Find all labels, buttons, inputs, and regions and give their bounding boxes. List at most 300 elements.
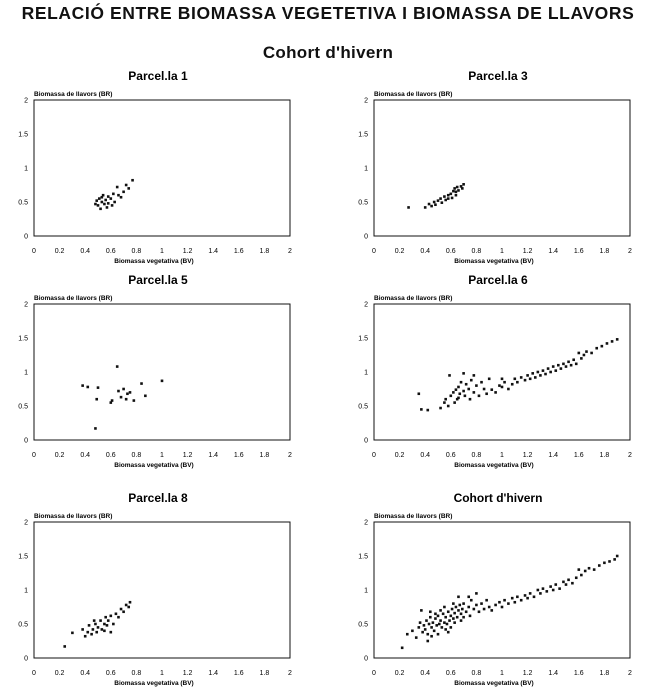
x-tick-label: 0.2	[394, 452, 405, 459]
data-point	[453, 187, 456, 190]
data-point	[458, 392, 461, 395]
data-point	[470, 379, 473, 382]
data-point	[524, 379, 527, 382]
data-point	[441, 201, 444, 204]
data-point	[501, 606, 504, 609]
x-tick-label: 1.2	[522, 452, 533, 459]
data-point	[578, 568, 581, 571]
x-tick-label: 0.6	[445, 248, 456, 255]
data-point	[475, 604, 478, 607]
data-point	[453, 612, 456, 615]
y-tick-label: 1	[24, 587, 28, 595]
data-point	[126, 392, 129, 395]
x-tick-label: 0	[32, 248, 36, 255]
chart-title: Parcel.la 1	[128, 69, 188, 83]
data-point	[433, 201, 436, 204]
data-point	[107, 202, 110, 205]
data-point	[435, 624, 438, 627]
data-point	[112, 193, 115, 196]
data-point	[428, 203, 431, 206]
data-point	[575, 576, 578, 579]
data-point	[613, 558, 616, 561]
data-point	[103, 623, 106, 626]
y-tick-label: 1	[364, 369, 368, 377]
x-tick-label: 1.2	[522, 248, 533, 255]
x-tick-label: 1.6	[573, 670, 584, 677]
data-point	[446, 623, 449, 626]
x-tick-label: 1.6	[233, 248, 244, 255]
data-point	[590, 352, 593, 355]
data-point	[580, 574, 583, 577]
plot-frame	[34, 304, 290, 440]
data-point	[107, 619, 110, 622]
data-point	[101, 196, 104, 199]
data-point	[554, 583, 557, 586]
data-point	[616, 338, 619, 341]
y-tick-label: 1.5	[18, 131, 28, 139]
data-point	[503, 381, 506, 384]
data-point	[441, 626, 444, 629]
data-point	[120, 396, 123, 399]
data-point	[462, 183, 465, 186]
data-point	[498, 384, 501, 387]
data-point	[104, 616, 107, 619]
data-point	[457, 386, 460, 389]
data-point	[501, 386, 504, 389]
data-point	[537, 589, 540, 592]
data-point	[460, 381, 463, 384]
x-tick-label: 1.4	[208, 670, 219, 677]
data-point	[567, 579, 570, 582]
y-axis-label: Biomassa de llavors (BR)	[34, 513, 113, 520]
data-point	[411, 630, 414, 633]
scatter-plot	[0, 272, 330, 472]
data-point	[111, 399, 114, 402]
data-point	[461, 608, 464, 611]
plot-frame	[374, 304, 630, 440]
scatter-plot	[340, 490, 656, 690]
plot-frame	[374, 100, 630, 236]
x-tick-label: 1.8	[259, 248, 270, 255]
x-tick-label: 0.4	[420, 248, 431, 255]
data-point	[81, 384, 84, 387]
data-point	[529, 378, 532, 381]
y-tick-label: 1	[24, 165, 28, 173]
data-point	[94, 203, 97, 206]
data-point	[467, 596, 470, 599]
x-tick-label: 1	[500, 248, 504, 255]
chart-cohort-hivern	[340, 490, 656, 690]
y-tick-label: 1	[24, 369, 28, 377]
data-point	[439, 609, 442, 612]
y-tick-label: 2	[24, 301, 28, 309]
x-tick-label: 2	[288, 452, 292, 459]
x-tick-label: 2	[628, 670, 632, 677]
x-tick-label: 2	[288, 248, 292, 255]
data-point	[122, 388, 125, 391]
data-point	[611, 340, 614, 343]
x-tick-label: 1.2	[182, 670, 193, 677]
data-point	[94, 623, 97, 626]
data-point	[424, 206, 427, 209]
data-point	[103, 203, 106, 206]
x-tick-label: 0.4	[80, 248, 91, 255]
data-point	[86, 386, 89, 389]
data-point	[453, 401, 456, 404]
data-point	[455, 191, 458, 194]
data-point	[462, 372, 465, 375]
data-point	[401, 647, 404, 650]
data-point	[507, 388, 510, 391]
data-point	[461, 187, 464, 190]
data-point	[110, 615, 113, 618]
data-point	[490, 609, 493, 612]
data-point	[439, 407, 442, 410]
data-point	[95, 199, 98, 202]
data-point	[483, 608, 486, 611]
data-point	[432, 621, 435, 624]
data-point	[595, 347, 598, 350]
chart-title: Parcel.la 5	[128, 273, 188, 287]
data-point	[462, 602, 465, 605]
data-point	[547, 367, 550, 370]
data-point	[433, 630, 436, 633]
data-point	[514, 378, 517, 381]
data-point	[452, 391, 455, 394]
data-point	[437, 199, 440, 202]
y-tick-label: 0	[364, 655, 368, 663]
data-point	[95, 398, 98, 401]
data-point	[133, 399, 136, 402]
data-point	[161, 380, 164, 383]
y-tick-label: 1.5	[18, 335, 28, 343]
data-point	[447, 405, 450, 408]
data-point	[516, 596, 519, 599]
data-point	[601, 345, 604, 348]
scatter-plot	[0, 68, 330, 268]
x-tick-label: 0.6	[445, 670, 456, 677]
data-point	[444, 616, 447, 619]
data-point	[520, 376, 523, 379]
y-tick-label: 0.5	[358, 403, 368, 411]
data-point	[122, 610, 125, 613]
x-tick-label: 1.8	[259, 670, 270, 677]
data-point	[467, 606, 470, 609]
data-point	[598, 564, 601, 567]
x-tick-label: 0.2	[54, 452, 65, 459]
chart-title: Parcel.la 3	[468, 69, 528, 83]
data-point	[104, 199, 107, 202]
data-point	[71, 632, 74, 635]
data-point	[439, 619, 442, 622]
data-point	[473, 608, 476, 611]
data-point	[514, 601, 517, 604]
x-tick-label: 1.4	[548, 452, 559, 459]
x-axis-label: Biomassa vegetativa (BV)	[114, 258, 194, 265]
data-point	[485, 392, 488, 395]
y-tick-label: 0.5	[18, 199, 28, 207]
x-tick-label: 0.6	[445, 452, 456, 459]
data-point	[478, 395, 481, 398]
data-point	[584, 570, 587, 573]
data-point	[526, 374, 529, 377]
data-point	[457, 189, 460, 192]
data-point	[503, 599, 506, 602]
data-point	[520, 599, 523, 602]
data-point	[465, 610, 468, 613]
data-point	[418, 626, 421, 629]
data-point	[565, 365, 568, 368]
x-tick-label: 0	[372, 670, 376, 677]
data-point	[425, 619, 428, 622]
chart-parcel-3	[340, 68, 656, 268]
data-point	[131, 179, 134, 182]
data-point	[117, 194, 120, 197]
data-point	[437, 615, 440, 618]
data-point	[430, 205, 433, 208]
data-point	[562, 581, 565, 584]
data-point	[443, 606, 446, 609]
data-point	[434, 203, 437, 206]
data-point	[554, 369, 557, 372]
data-point	[473, 391, 476, 394]
x-tick-label: 1	[160, 452, 164, 459]
data-point	[524, 594, 527, 597]
data-point	[437, 633, 440, 636]
x-axis-label: Biomassa vegetativa (BV)	[114, 680, 194, 687]
data-point	[140, 382, 143, 385]
data-point	[448, 619, 451, 622]
data-point	[120, 608, 123, 611]
x-tick-label: 1.8	[599, 452, 610, 459]
x-tick-label: 1	[160, 670, 164, 677]
x-axis-label: Biomassa vegetativa (BV)	[454, 680, 534, 687]
data-point	[421, 631, 424, 634]
data-point	[511, 383, 514, 386]
data-point	[533, 596, 536, 599]
data-point	[460, 613, 463, 616]
data-point	[464, 395, 467, 398]
data-point	[426, 633, 429, 636]
data-point	[560, 367, 563, 370]
data-point	[423, 624, 426, 627]
data-point	[125, 604, 128, 607]
data-point	[490, 388, 493, 391]
data-point	[578, 352, 581, 355]
x-axis-label: Biomassa vegetativa (BV)	[454, 462, 534, 469]
data-point	[430, 626, 433, 629]
data-point	[603, 562, 606, 565]
x-tick-label: 1	[500, 452, 504, 459]
data-point	[127, 606, 130, 609]
data-point	[443, 195, 446, 198]
x-tick-label: 0.6	[105, 452, 116, 459]
data-point	[99, 619, 102, 622]
x-tick-label: 1.8	[259, 452, 270, 459]
data-point	[593, 568, 596, 571]
y-tick-label: 0	[364, 233, 368, 241]
data-point	[120, 196, 123, 199]
y-axis-label: Biomassa de llavors (BR)	[374, 513, 453, 520]
data-point	[110, 631, 113, 634]
y-tick-label: 0.5	[358, 621, 368, 629]
data-point	[115, 613, 118, 616]
data-point	[438, 623, 441, 626]
data-point	[483, 388, 486, 391]
chart-title: Cohort d'hivern	[453, 491, 543, 505]
data-point	[455, 388, 458, 391]
data-point	[117, 616, 120, 619]
data-point	[572, 358, 575, 361]
data-point	[549, 371, 552, 374]
data-point	[452, 602, 455, 605]
y-tick-label: 1.5	[358, 335, 368, 343]
data-point	[488, 606, 491, 609]
chart-parcel-5	[0, 272, 330, 472]
data-point	[608, 560, 611, 563]
chart-parcel-6	[340, 272, 656, 472]
data-point	[462, 616, 465, 619]
data-point	[122, 191, 125, 194]
data-point	[456, 616, 459, 619]
data-point	[426, 409, 429, 412]
chart-title: Parcel.la 8	[128, 491, 188, 505]
data-point	[585, 350, 588, 353]
data-point	[97, 386, 100, 389]
data-point	[107, 195, 110, 198]
data-point	[534, 376, 537, 379]
x-tick-label: 0.4	[80, 452, 91, 459]
data-point	[452, 617, 455, 620]
x-tick-label: 2	[628, 248, 632, 255]
data-point	[117, 390, 120, 393]
data-point	[94, 427, 97, 430]
data-point	[469, 615, 472, 618]
data-point	[537, 371, 540, 374]
x-tick-label: 2	[628, 452, 632, 459]
data-point	[88, 624, 91, 627]
x-tick-label: 2	[288, 670, 292, 677]
x-tick-label: 0.2	[54, 248, 65, 255]
x-tick-label: 1.4	[208, 452, 219, 459]
x-tick-label: 0.2	[394, 670, 405, 677]
data-point	[558, 587, 561, 590]
x-tick-label: 1.2	[522, 670, 533, 677]
y-tick-label: 0	[24, 233, 28, 241]
data-point	[539, 374, 542, 377]
data-point	[544, 373, 547, 376]
data-point	[97, 626, 100, 629]
data-point	[447, 631, 450, 634]
data-point	[434, 613, 437, 616]
data-point	[457, 596, 460, 599]
data-point	[448, 374, 451, 377]
data-point	[111, 204, 114, 207]
x-tick-label: 1.8	[599, 248, 610, 255]
data-point	[616, 555, 619, 558]
data-point	[457, 609, 460, 612]
x-tick-label: 0.2	[54, 670, 65, 677]
data-point	[443, 401, 446, 404]
x-tick-label: 1.6	[573, 248, 584, 255]
data-point	[462, 390, 465, 393]
data-point	[567, 361, 570, 364]
data-point	[444, 398, 447, 401]
data-point	[127, 187, 130, 190]
data-point	[442, 613, 445, 616]
data-point	[113, 201, 116, 204]
x-tick-label: 0	[32, 452, 36, 459]
data-point	[552, 365, 555, 368]
data-point	[488, 378, 491, 381]
data-point	[475, 384, 478, 387]
data-point	[473, 374, 476, 377]
data-point	[424, 628, 427, 631]
data-point	[101, 628, 104, 631]
data-point	[63, 645, 66, 648]
data-point	[452, 190, 455, 193]
y-tick-label: 1.5	[358, 553, 368, 561]
x-tick-label: 1	[160, 248, 164, 255]
data-point	[507, 602, 510, 605]
data-point	[469, 398, 472, 401]
data-point	[447, 194, 450, 197]
data-point	[450, 395, 453, 398]
y-axis-label: Biomassa de llavors (BR)	[34, 91, 113, 98]
plot-frame	[374, 522, 630, 658]
data-point	[420, 408, 423, 411]
data-point	[407, 206, 410, 209]
scatter-plot	[340, 272, 656, 472]
data-point	[455, 606, 458, 609]
data-point	[542, 369, 545, 372]
y-axis-label: Biomassa de llavors (BR)	[374, 295, 453, 302]
y-tick-label: 2	[364, 97, 368, 105]
scatter-plot	[0, 490, 330, 690]
data-point	[571, 582, 574, 585]
data-point	[106, 206, 109, 209]
data-point	[467, 388, 470, 391]
data-point	[546, 590, 549, 593]
data-point	[565, 583, 568, 586]
data-point	[93, 619, 96, 622]
data-point	[101, 201, 104, 204]
x-tick-label: 0.4	[420, 452, 431, 459]
x-tick-label: 1.4	[548, 670, 559, 677]
x-tick-label: 0.8	[131, 248, 142, 255]
y-tick-label: 1.5	[358, 131, 368, 139]
y-tick-label: 2	[364, 301, 368, 309]
data-point	[129, 601, 132, 604]
chart-parcel-8	[0, 490, 330, 690]
data-point	[415, 636, 418, 639]
data-point	[97, 204, 100, 207]
data-point	[450, 615, 453, 618]
y-tick-label: 0	[24, 655, 28, 663]
y-axis-label: Biomassa de llavors (BR)	[34, 295, 113, 302]
data-point	[443, 621, 446, 624]
data-point	[439, 197, 442, 200]
data-point	[406, 633, 409, 636]
data-point	[116, 186, 119, 189]
x-tick-label: 0.4	[420, 670, 431, 677]
data-point	[557, 364, 560, 367]
chart-title: Parcel.la 6	[468, 273, 528, 287]
data-point	[458, 604, 461, 607]
data-point	[480, 381, 483, 384]
data-point	[588, 567, 591, 570]
data-point	[84, 635, 87, 638]
